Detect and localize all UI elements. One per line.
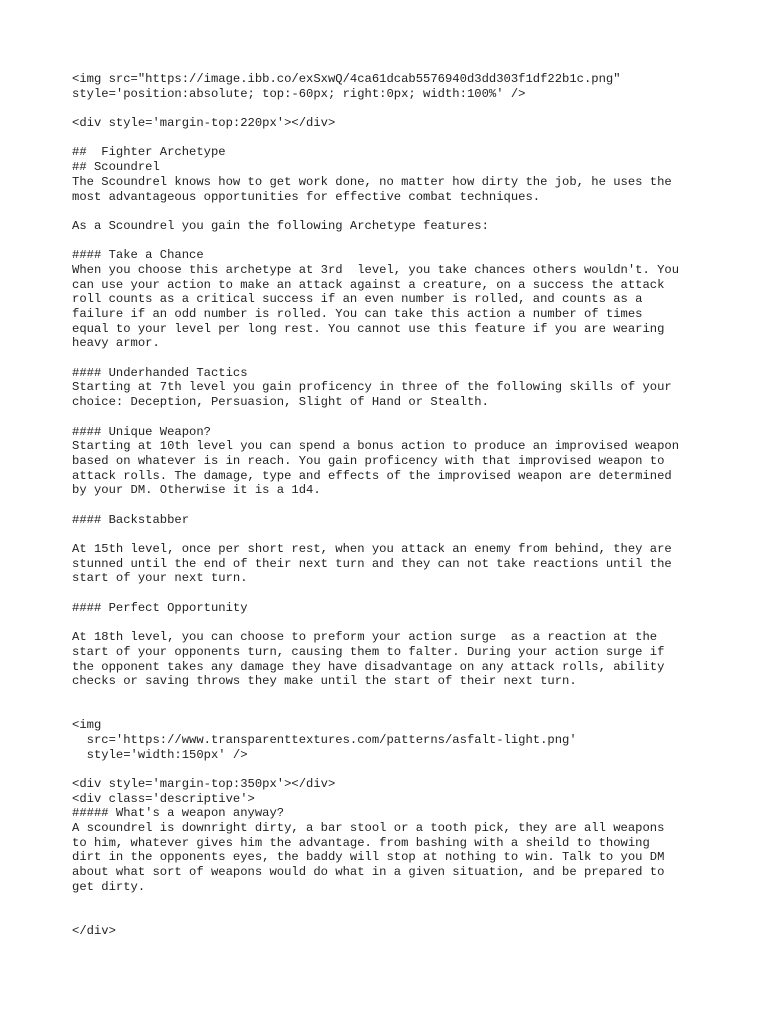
text-line: to him, whatever gives him the advantage. from bashing with a sheild to thowing xyxy=(72,835,650,850)
text-line: #### Unique Weapon? xyxy=(72,424,211,439)
blank-line xyxy=(72,704,712,719)
blank-line xyxy=(72,895,712,910)
text-line: based on whatever is in reach. You gain proficency with that improvised weapon to xyxy=(72,453,665,468)
text-line: <img xyxy=(72,718,102,733)
text-line: the opponent takes any damage they have disadvantage on any attack rolls, ability xyxy=(72,659,665,674)
text-line: style='width:150px' /> xyxy=(72,747,248,762)
blank-line xyxy=(72,101,712,116)
text-line: src='https://www.transparenttextures.com/patterns/asfalt-light.png' xyxy=(72,732,577,747)
blank-line xyxy=(72,234,712,249)
text-line: #### Underhanded Tactics xyxy=(72,365,248,380)
text-line: #### Perfect Opportunity xyxy=(72,600,248,615)
text-line: ## Scoundrel xyxy=(72,160,160,175)
text-line: Starting at 7th level you gain proficency in three of the following skills of your xyxy=(72,380,672,395)
blank-line xyxy=(72,204,712,219)
text-line: A scoundrel is downright dirty, a bar stool or a tooth pick, they are all weapons xyxy=(72,821,665,836)
text-line: style='position:absolute; top:-60px; right:0px; width:100%' /> xyxy=(72,86,526,101)
blank-line xyxy=(72,410,712,425)
text-line: As a Scoundrel you gain the following Archetype features: xyxy=(72,218,489,233)
text-line: get dirty. xyxy=(72,879,146,894)
blank-line xyxy=(72,615,712,630)
blank-line xyxy=(72,762,712,777)
text-line: ##### What's a weapon anyway? xyxy=(72,806,285,821)
blank-line xyxy=(72,498,712,513)
text-line: The Scoundrel knows how to get work done, no matter how dirty the job, he uses the xyxy=(72,174,672,189)
text-line: ## Fighter Archetype xyxy=(72,145,226,160)
text-line: about what sort of weapons would do what in a given situation, and be prepared to xyxy=(72,865,665,880)
text-line: <img src="https://image.ibb.co/exSxwQ/4ca61dcab5576940d3dd303f1df22b1c.png" xyxy=(72,72,621,86)
text-line: #### Take a Chance xyxy=(72,248,204,263)
text-line: attack rolls. The damage, type and effects of the improvised weapon are determined xyxy=(72,468,672,483)
blank-line xyxy=(72,527,712,542)
text-line: equal to your level per long rest. You cannot use this feature if you are wearing xyxy=(72,321,665,336)
text-line: checks or saving throws they make until the start of their next turn. xyxy=(72,674,577,689)
text-line: <div style='margin-top:350px'></div> xyxy=(72,777,336,791)
text-line: start of your next turn. xyxy=(72,571,248,586)
blank-line xyxy=(72,909,712,924)
blank-line xyxy=(72,351,712,366)
text-line: Starting at 10th level you can spend a bonus action to produce an improvised weapon xyxy=(72,439,680,454)
text-line: start of your opponents turn, causing them to falter. During your action surge if xyxy=(72,644,665,659)
text-line: most advantageous opportunities for effective combat techniques. xyxy=(72,189,541,204)
text-line: dirt in the opponents eyes, the baddy will stop at nothing to win. Talk to you DM xyxy=(72,850,665,865)
text-line: At 18th level, you can choose to preform your action surge as a reaction at the xyxy=(72,630,658,645)
text-line: <div class='descriptive'> xyxy=(72,791,255,806)
text-line: roll counts as a critical success if an even number is rolled, and counts as a xyxy=(72,292,643,307)
text-line: choice: Deception, Persuasion, Slight of Hand or Stealth. xyxy=(72,395,489,410)
text-line: At 15th level, once per short rest, when you attack an enemy from behind, they are xyxy=(72,542,672,556)
text-line: <div style='margin-top:220px'></div> xyxy=(72,116,336,131)
text-line: failure if an odd number is rolled. You can take this action a number of times xyxy=(72,307,643,321)
text-line: by your DM. Otherwise it is a 1d4. xyxy=(72,483,321,498)
blank-line xyxy=(72,131,712,146)
text-line: stunned until the end of their next turn and they can not take reactions until the xyxy=(72,556,672,571)
document-page xyxy=(72,72,712,939)
text-line: heavy armor. xyxy=(72,336,160,351)
text-line: </div> xyxy=(72,923,116,938)
blank-line xyxy=(72,586,712,601)
blank-line xyxy=(72,689,712,704)
text-line: #### Backstabber xyxy=(72,512,190,527)
text-line: When you choose this archetype at 3rd level, you take chances others wouldn't. You xyxy=(72,262,680,277)
text-line: can use your action to make an attack against a creature, on a success the attack xyxy=(72,277,665,292)
